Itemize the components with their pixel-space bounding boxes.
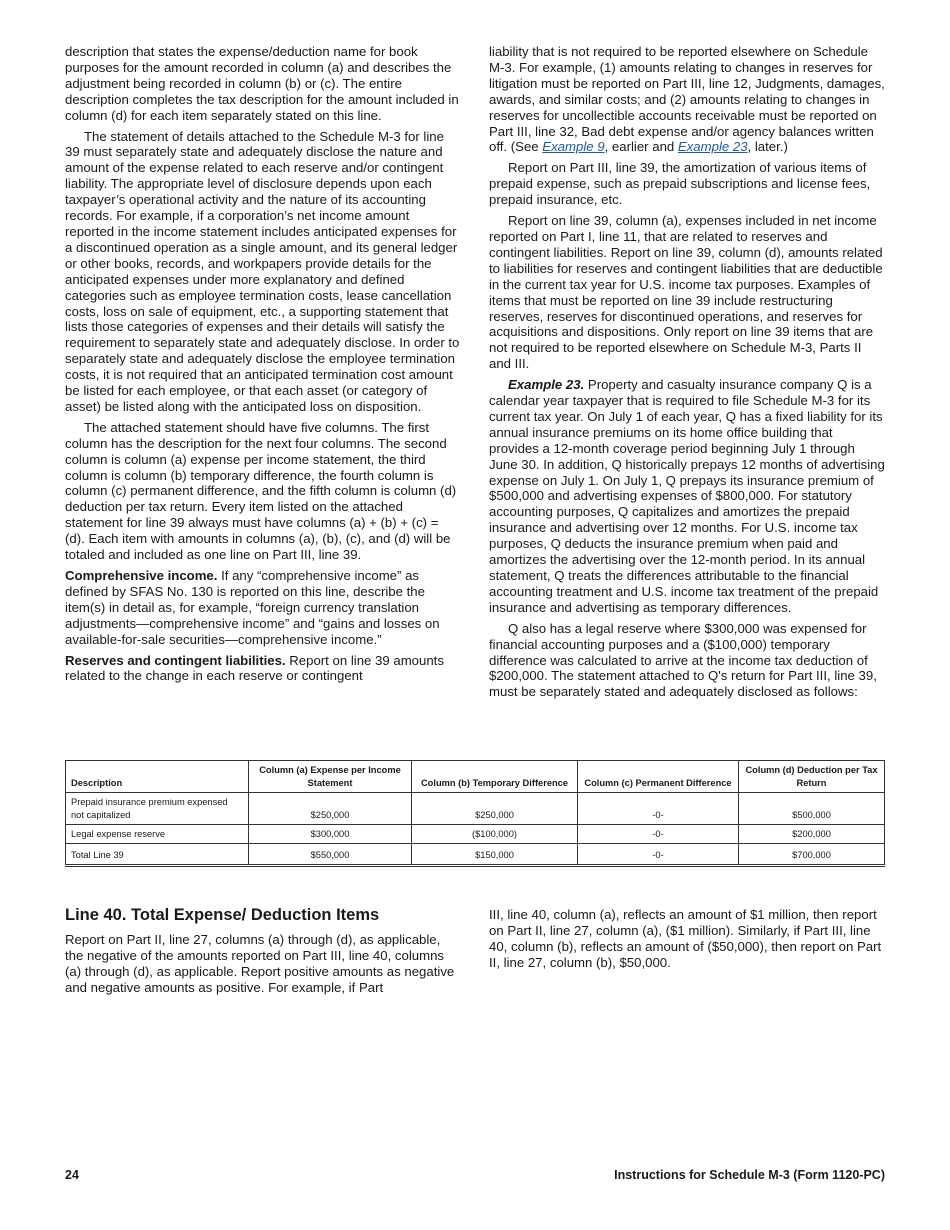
- table-row: [66, 793, 885, 825]
- table-cell: $250,000: [412, 793, 578, 825]
- table-header-row: [66, 761, 885, 793]
- paragraph: Report on Part II, line 27, columns (a) through (d), as applicable, the negative of the amounts reported on Part III, line 40, columns (a) through (d), as applicable. Report positive amounts as negative and negative amounts as positive. For example, if Part: [65, 932, 455, 995]
- table-total-row: [66, 844, 885, 866]
- table-header: Column (a) Expense per Income Statement: [249, 761, 412, 793]
- table-cell: $200,000: [739, 825, 885, 844]
- table-row: [66, 825, 885, 844]
- comprehensive-income-text: If any “comprehensive income” as defined by SFAS No. 130 is reported on this line, describe the item(s) in detail as, for example, “foreign currency translation adjustments—comprehensive income” and “gains and losses on available-for-sale securities—comprehensive income.”: [65, 568, 440, 647]
- example-23-paragraph: [489, 377, 885, 616]
- paragraph: description that states the expense/deduction name for book purposes for the amount recorded in column (a) and describes the adjustment being recorded in column (b) or (c). The entire description completes the tax description for the amount included in column (d) for each item separately stated on this line.: [65, 44, 459, 123]
- comprehensive-income-paragraph: [65, 568, 461, 648]
- line-40-right-column: [489, 907, 885, 971]
- table-cell: ($100,000): [412, 825, 578, 844]
- table-header: Column (b) Temporary Difference: [412, 761, 578, 793]
- left-column: [65, 44, 461, 689]
- paragraph-text: , later.): [747, 139, 788, 155]
- reserves-heading: Reserves and contingent liabilities.: [65, 652, 286, 668]
- example-23-text: Property and casualty insurance company Q is a calendar year taxpayer that is required to file Schedule M-3 for its current tax year. On July 1 of each year, Q has a fixed liability for its annual insurance premiums on its home office building that provides a 12-month coverage period beginning July 1 through June 30. In addition, Q historically prepays 12 months of advertising expense on July 1. On July 1, Q prepays its insurance premium of $500,000 and advertising expenses of $800,000. For statutory accounting purposes, Q capitalizes and amortizes the prepaid insurance and advertising over 12 months. For U.S. income tax purposes, Q deducts the insurance premium when paid and amortizes the advertising over the 12-month period. In its annual statement, Q treats the differences attributable to the financial accounting treatment and U.S. income tax treatment of the prepaid insurance and advertising as temporary differences.: [489, 377, 885, 615]
- table-cell: -0-: [578, 844, 739, 866]
- table-cell: Legal expense reserve: [66, 825, 249, 844]
- paragraph: The statement of details attached to the Schedule M-3 for line 39 must separately state and adequately disclose the nature and amount of the expense related to each reserve and/or contingent liability. The appropriate level of disclosure depends upon each taxpayer’s operational activity and the nature of its accounting records. For example, if a corporation’s net income amount reported in the income statement includes anticipated expenses for a discontinued operation as a single amount, and its general ledger or other books, records, and workpapers provide details for the anticipated expenses under more explanatory and defined categories such as employee termination costs, lease cancellation costs, loss on sale of equipment, etc., a supporting statement that lists those categories of expenses and their details will satisfy the requirement to separately state and adequately disclose. In order to separately state and adequately disclose the employee termination costs, it is not required that an anticipated termination cost amount be listed for each employee, or that each asset (or category of asset) be listed along with the anticipated loss on disposition.: [65, 128, 460, 414]
- line-40-left-column: [65, 932, 461, 996]
- paragraph: Report on line 39, column (a), expenses included in net income reported on Part I, line 11, that are related to reserves and contingent liabilities. Report on line 39, column (d), amounts related to liabilities for reserves and contingent liabilities that are deductible in the current tax year for U.S. income tax purposes. Examples of items that must be reported on line 39 include restructuring reserves, reserves for discontinued operations, and reserves for acquisitions and dispositions. Only report on line 39 items that are not required to be reported elsewhere on Schedule M-3, Parts II and III.: [489, 213, 883, 372]
- table-cell: Prepaid insurance premium expensed not capitalized: [66, 793, 249, 825]
- paragraph-text: , earlier and: [604, 139, 678, 155]
- paragraph: III, line 40, column (a), reflects an amount of $1 million, then report on Part II, line 27, column (a), ($1 million). Similarly, if Part III, line 40, column (b), reflects an amount of ($50,000), then report on Part II, line 27, column (b), $50,000.: [489, 907, 882, 970]
- table-cell: -0-: [578, 793, 739, 825]
- example-9-link[interactable]: Example 9: [542, 139, 605, 155]
- comprehensive-income-heading: Comprehensive income.: [65, 568, 218, 583]
- table-header: Description: [66, 761, 249, 793]
- table-cell: $550,000: [249, 844, 412, 866]
- paragraph: Report on Part III, line 39, the amortization of various items of prepaid expense, such as prepaid subscriptions and license fees, prepaid insurance, etc.: [489, 160, 871, 208]
- table-cell: Total Line 39: [66, 844, 249, 866]
- page-number: 24: [65, 1168, 79, 1182]
- reserves-paragraph: [65, 653, 461, 685]
- example-23-heading: Example 23.: [508, 377, 585, 393]
- table-cell: $150,000: [412, 844, 578, 866]
- table-header: Column (d) Deduction per Tax Return: [739, 761, 885, 793]
- reserves-text: Report on line 39 amounts related to the change in each reserve or contingent: [65, 652, 444, 684]
- paragraph: [489, 44, 885, 155]
- table-cell: -0-: [578, 825, 739, 844]
- paragraph: The attached statement should have five columns. The first column has the description for the next four columns. The second column is column (a) expense per income statement, the third column is column (b) temporary difference, the fourth column is column (c) permanent difference, and the fifth column is column (d) deduction per tax return. Every item listed on the attached statement for line 39 always must have columns (a) + (b) + (c) = (d). Each item with amounts in columns (a), (b), (c), and (d) will be totaled and included as one line on Part III, line 39.: [65, 419, 457, 563]
- paragraph: Q also has a legal reserve where $300,000 was expensed for financial accounting purposes and a ($100,000) temporary difference was calculated to arrive at the income tax deduction of $200,000. The statement attached to Q's return for Part III, line 39, must be separately stated and adequately disclosed as follows:: [489, 620, 877, 700]
- paragraph-text: liability that is not required to be reported elsewhere on Schedule M-3. For example, (1) amounts relating to changes in reserves for litigation must be reported on Part III, line 12, Judgments, damages, awards, and similar costs; and (2) amounts relating to changes in reserves for uncollectible accounts receivable must be reported on Part III, line 32, Bad debt expense and/or agency balances written off. (See: [489, 44, 885, 155]
- table-cell: $700,000: [739, 844, 885, 866]
- line-40-heading: Line 40. Total Expense/ Deduction Items: [65, 906, 380, 924]
- table-cell: $500,000: [739, 793, 885, 825]
- example-23-link[interactable]: Example 23: [677, 139, 748, 155]
- line-39-statement-table: [65, 760, 885, 867]
- table-cell: $250,000: [249, 793, 412, 825]
- table-header: Column (c) Permanent Difference: [578, 761, 739, 793]
- document-title-footer: Instructions for Schedule M-3 (Form 1120-PC): [614, 1168, 885, 1182]
- table-cell: $300,000: [249, 825, 412, 844]
- right-column: [489, 44, 885, 705]
